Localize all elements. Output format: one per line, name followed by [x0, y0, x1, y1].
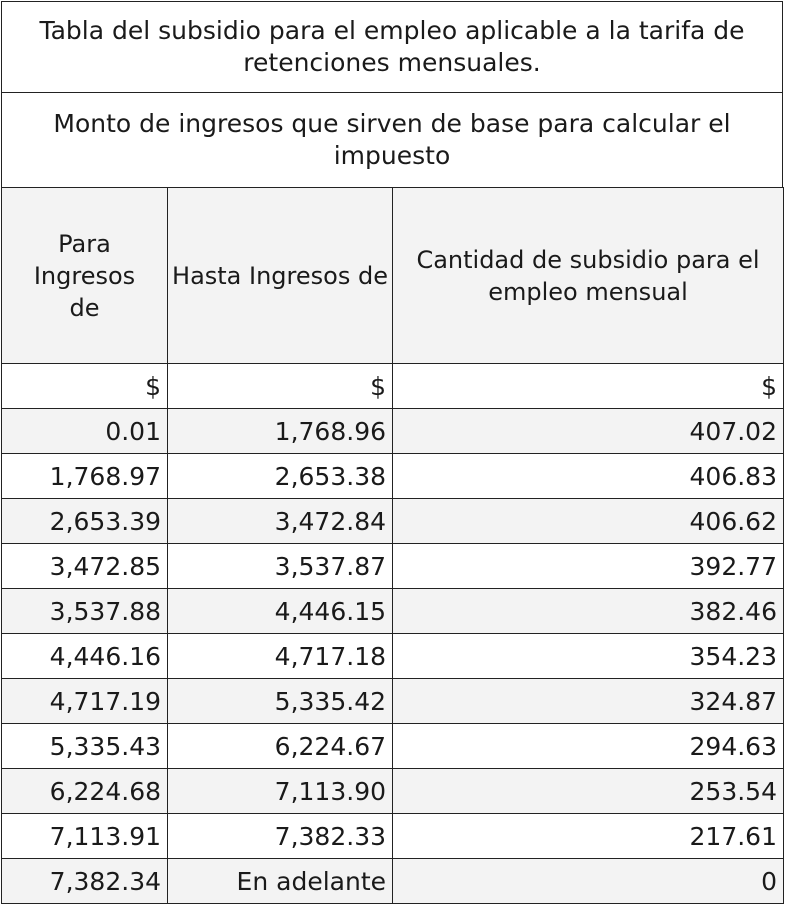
table-title: Tabla del subsidio para el empleo aplicable a la tarifa de retenciones mensuales.: [1, 1, 783, 93]
table-row: [2, 454, 784, 499]
cell-subsidy: 392.77: [393, 544, 784, 589]
cell-to: En adelante: [168, 859, 393, 904]
cell-from: 7,382.34: [2, 859, 168, 904]
cell-from: 2,653.39: [2, 499, 168, 544]
cell-to: 4,446.15: [168, 589, 393, 634]
cell-to: 2,653.38: [168, 454, 393, 499]
cell-from: 7,113.91: [2, 814, 168, 859]
cell-to: 7,382.33: [168, 814, 393, 859]
table-row: [2, 409, 784, 454]
cell-from: 4,717.19: [2, 679, 168, 724]
cell-from: 1,768.97: [2, 454, 168, 499]
cell-subsidy: 407.02: [393, 409, 784, 454]
header-cantidad-subsidio: Cantidad de subsidio para el empleo mensual: [393, 188, 784, 364]
table-row: [2, 724, 784, 769]
cell-to: 5,335.42: [168, 679, 393, 724]
cell-to: 3,472.84: [168, 499, 393, 544]
currency-row: [2, 364, 784, 409]
cell-from: 0.01: [2, 409, 168, 454]
table-row: [2, 814, 784, 859]
subsidy-table: [1, 187, 784, 904]
cell-subsidy: 354.23: [393, 634, 784, 679]
cell-from: 4,446.16: [2, 634, 168, 679]
header-para-ingresos: Para Ingresos de: [2, 188, 168, 364]
cell-subsidy: 406.62: [393, 499, 784, 544]
cell-to: 6,224.67: [168, 724, 393, 769]
cell-from: 5,335.43: [2, 724, 168, 769]
table-row: [2, 544, 784, 589]
currency-symbol: $: [2, 364, 168, 409]
cell-to: 3,537.87: [168, 544, 393, 589]
table-row: [2, 499, 784, 544]
cell-subsidy: 0: [393, 859, 784, 904]
cell-to: 4,717.18: [168, 634, 393, 679]
cell-from: 3,537.88: [2, 589, 168, 634]
table-row: [2, 859, 784, 904]
cell-from: 6,224.68: [2, 769, 168, 814]
cell-subsidy: 253.54: [393, 769, 784, 814]
currency-symbol: $: [393, 364, 784, 409]
table-row: [2, 769, 784, 814]
table-row: [2, 679, 784, 724]
table-row: [2, 589, 784, 634]
cell-subsidy: 217.61: [393, 814, 784, 859]
cell-to: 7,113.90: [168, 769, 393, 814]
cell-subsidy: 382.46: [393, 589, 784, 634]
table-row: [2, 634, 784, 679]
header-hasta-ingresos: Hasta Ingresos de: [168, 188, 393, 364]
cell-subsidy: 406.83: [393, 454, 784, 499]
cell-subsidy: 324.87: [393, 679, 784, 724]
cell-from: 3,472.85: [2, 544, 168, 589]
header-row: [2, 188, 784, 364]
currency-symbol: $: [168, 364, 393, 409]
cell-to: 1,768.96: [168, 409, 393, 454]
cell-subsidy: 294.63: [393, 724, 784, 769]
table-subtitle: Monto de ingresos que sirven de base para calcular el impuesto: [1, 92, 783, 188]
